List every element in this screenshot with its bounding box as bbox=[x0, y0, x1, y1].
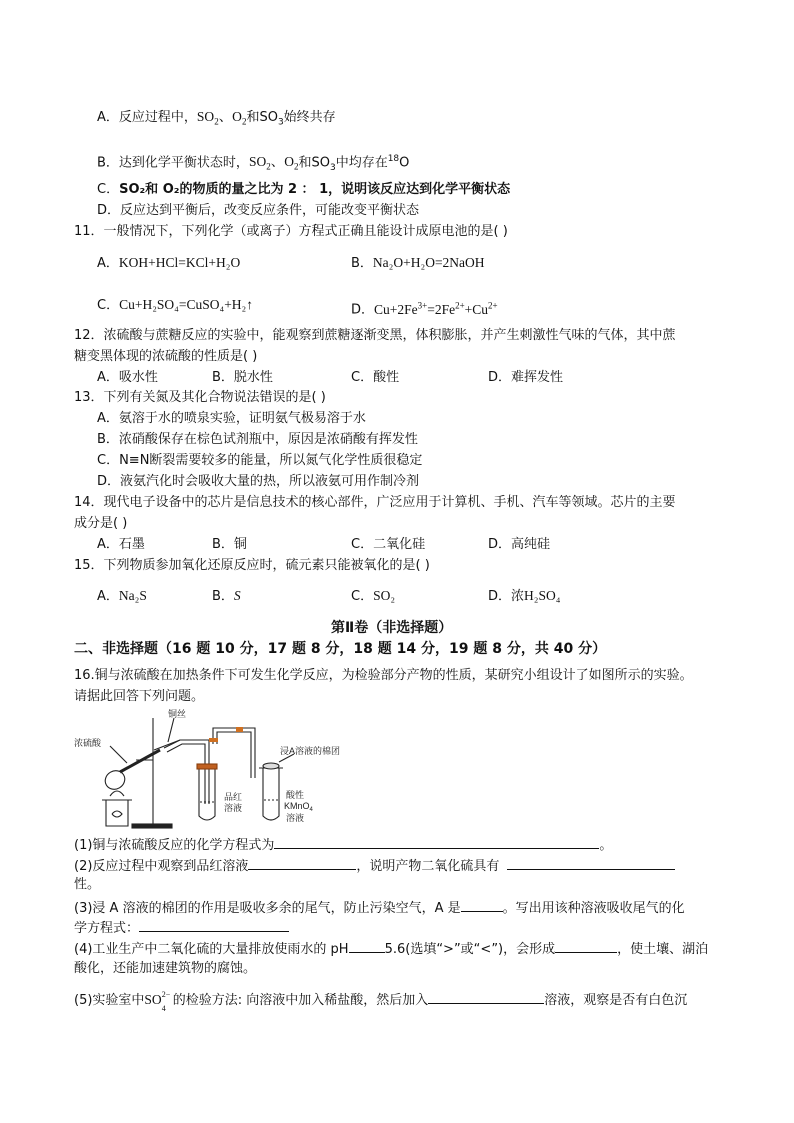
q13-option-c: C．N≡N断裂需要较多的能量，所以氮气化学性质很稳定 bbox=[97, 453, 423, 468]
stand-base bbox=[132, 824, 172, 828]
q11-option-d: D．$Cu+2Fe^{3+}=2Fe^{2+}+Cu^{2+}$ bbox=[351, 300, 498, 318]
answer-blank-1[interactable] bbox=[274, 835, 599, 849]
q12-option-a: A．吸水性 bbox=[97, 370, 158, 385]
q14-option-a: A．石墨 bbox=[97, 537, 145, 552]
answer-blank-8[interactable] bbox=[428, 990, 544, 1004]
q15-option-b: B．S bbox=[212, 588, 241, 604]
q14-stem-line1: 14．现代电子设备中的芯片是信息技术的核心部件，广泛应用于计算机、手机、汽车等领域。芯片的主要 bbox=[74, 495, 676, 510]
q12-option-d: D．难挥发性 bbox=[488, 370, 564, 385]
q12-stem-line1: 12．浓硫酸与蔗糖反应的实验中，能观察到蔗糖逐渐变黑，体积膨胀，并产生刺激性气味的气体，其中蔗 bbox=[74, 328, 676, 343]
q15-option-c: C．SO₂ bbox=[351, 588, 396, 604]
q16-part5: (5)实验室中SO 2− 4 的检验方法: 向溶液中加入稀盐酸，然后加入 溶液，观察是否有白色沉 bbox=[74, 990, 688, 1013]
q16-part4-tail: 酸化，还能加速建筑物的腐蚀。 bbox=[74, 961, 257, 976]
q11-option-c: C．Cu+H₂SO₄=CuSO₄+H₂↑ bbox=[97, 297, 254, 313]
q16-part2-tail: 性。 bbox=[74, 877, 101, 892]
answer-blank-6[interactable] bbox=[349, 939, 385, 953]
part2-heading: 二、非选择题（16 题 10 分，17 题 8 分，18 题 14 分，19 题 8 分，共 40 分） bbox=[74, 641, 607, 657]
q10-option-d: D．反应达到平衡后，改变反应条件，可能改变平衡状态 bbox=[97, 203, 420, 218]
q13-option-d: D．液氨汽化时会吸收大量的热，所以液氨可用作制冷剂 bbox=[97, 474, 420, 489]
alcohol-lamp bbox=[106, 800, 128, 826]
q12-stem-line2: 糖变黑体现的浓硫酸的性质是( ) bbox=[74, 349, 258, 364]
q16-stem-line1: 16.铜与浓硫酸在加热条件下可发生化学反应，为检验部分产物的性质，某研究小组设计了如图所示的实验。 bbox=[74, 668, 693, 683]
flask-neck bbox=[120, 750, 160, 772]
answer-blank-7[interactable] bbox=[555, 939, 617, 953]
answer-blank-4[interactable] bbox=[461, 898, 503, 912]
label-kmno4-2: KMnO$_4$ bbox=[284, 801, 313, 813]
answer-blank-2[interactable] bbox=[248, 856, 356, 870]
label-pinhong-2: 溶液 bbox=[224, 803, 243, 813]
q13-option-a: A．氨溶于水的喷泉实验，证明氨气极易溶于水 bbox=[97, 411, 366, 426]
test-tube-2 bbox=[263, 768, 279, 820]
label-copper-wire: 铜丝 bbox=[168, 709, 187, 719]
label-concentrated-acid: 浓硫酸 bbox=[74, 738, 102, 748]
q15-stem: 15．下列物质参加氧化还原反应时，硫元素只能被氧化的是( ) bbox=[74, 558, 430, 573]
q11-option-a: A．KOH+HCl=KCl+H₂O bbox=[97, 255, 241, 271]
q13-stem: 13．下列有关氮及其化合物说法错误的是( ) bbox=[74, 390, 326, 405]
q14-option-c: C．二氧化硅 bbox=[351, 537, 426, 552]
test-tube-1 bbox=[199, 766, 215, 820]
answer-blank-3[interactable] bbox=[507, 856, 675, 870]
label-kmno4-3: 溶液 bbox=[286, 813, 305, 823]
cotton-wad bbox=[263, 763, 279, 769]
stopper-1 bbox=[197, 764, 217, 769]
answer-blank-5[interactable] bbox=[139, 918, 289, 932]
label-pinhong-1: 品红 bbox=[224, 792, 243, 802]
q12-option-c: C．酸性 bbox=[351, 370, 400, 385]
experiment-apparatus-diagram bbox=[72, 708, 372, 830]
label-cotton: 浸A溶液的棉团 bbox=[280, 746, 341, 756]
q15-option-a: A．Na₂S bbox=[97, 588, 147, 604]
q10-option-a: A．反应过程中，$SO_2$、$O_2$和$SO_3$始终共存 bbox=[97, 109, 336, 128]
q10-option-b: B．达到化学平衡状态时，$SO_2$、$O_2$和$SO_3$中均存在$^{18}$O bbox=[97, 154, 410, 173]
part2-title: 第Ⅱ卷（非选择题） bbox=[331, 620, 453, 636]
q11-stem: 11．一般情况下，下列化学（或离子）方程式正确且能设计成原电池的是( ) bbox=[74, 224, 508, 239]
q11-option-b: B．Na₂O+H₂O=2NaOH bbox=[351, 255, 485, 271]
q13-option-b: B．浓硝酸保存在棕色试剂瓶中，原因是浓硝酸有挥发性 bbox=[97, 432, 418, 447]
q16-part1: (1)铜与浓硫酸反应的化学方程式为 。 bbox=[74, 835, 612, 855]
lamp-neck bbox=[110, 791, 124, 796]
label-kmno4-1: 酸性 bbox=[286, 790, 305, 800]
q15-option-d: D．浓H₂SO₄ bbox=[488, 588, 561, 604]
q14-option-d: D．高纯硅 bbox=[488, 537, 551, 552]
q16-part3-tail: 学方程式： bbox=[74, 918, 289, 938]
q16-stem-line2: 请据此回答下列问题。 bbox=[74, 689, 205, 704]
q16-part3: (3)浸 A 溶液的棉团的作用是吸收多余的尾气，防止污染空气，A 是 。写出用该种溶液吸收尾气的化 bbox=[74, 898, 685, 918]
q12-option-b: B．脱水性 bbox=[212, 370, 273, 385]
q14-stem-line2: 成分是( ) bbox=[74, 516, 128, 531]
delivery-tube-2 bbox=[213, 728, 255, 778]
q14-option-b: B．铜 bbox=[212, 537, 247, 552]
lamp-flame bbox=[112, 811, 122, 817]
q10-option-c: C．SO₂和 O₂的物质的量之比为 2 ： 1，说明该反应达到化学平衡状态 bbox=[97, 182, 511, 197]
q16-part2: (2)反应过程中观察到品红溶液 ，说明产物二氧化硫具有 bbox=[74, 856, 675, 876]
q16-part4: (4)工业生产中二氧化硫的大量排放使雨水的 pH 5.6(选填“>”或“<”)，会形成 ，使土壤、湖泊 bbox=[74, 939, 708, 959]
